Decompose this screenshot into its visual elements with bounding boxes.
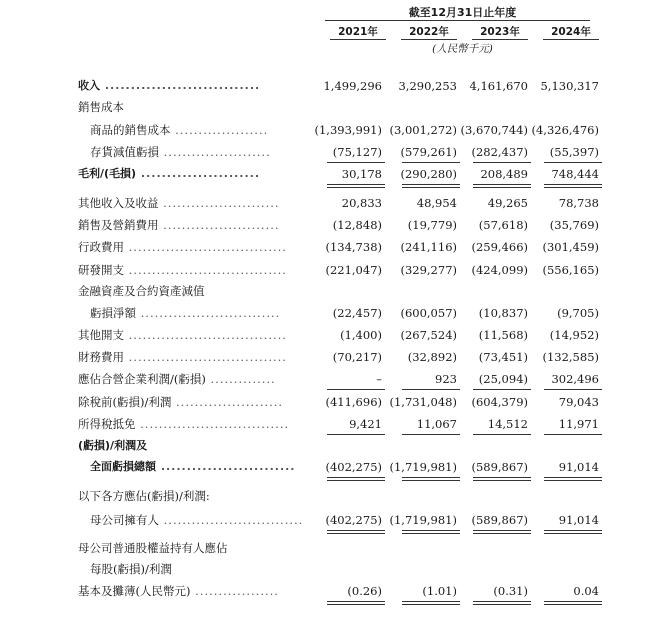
row-label: 商品的銷售成本 — [90, 123, 171, 137]
total-double-rule — [327, 184, 385, 188]
cell-value: (57,618) — [478, 218, 528, 232]
subtotal-rule — [544, 389, 602, 390]
row-label: 每股(虧損)/利潤 — [90, 562, 172, 576]
cell-value: (402,275) — [325, 460, 382, 474]
cell-value: (4,326,476) — [531, 123, 599, 137]
row-label: 所得稅抵免 — [78, 417, 136, 431]
cell-value: 79,043 — [558, 395, 599, 409]
row-attributable-heading — [0, 487, 660, 505]
cell-value: (1.01) — [422, 584, 457, 598]
row-loss-before-tax: 除稅前(虧損)/利潤 ....................... (411,696) (1,731,048) (604,379) 79,043 — [78, 395, 599, 409]
cell-value: 5,130,317 — [540, 79, 599, 93]
subtotal-rule — [327, 162, 385, 163]
cell-value: 11,971 — [558, 417, 599, 431]
year-underline — [330, 39, 386, 40]
cell-value: 3,290,253 — [398, 79, 457, 93]
row-other-income: 其他收入及收益 ......................... 20,833 48,954 49,265 78,738 — [78, 196, 599, 210]
row-label: 行政費用 — [78, 240, 124, 254]
row-basic-diluted: 基本及攤薄(人民幣元) .................. (0.26) (1.01) (0.31) 0.04 — [78, 584, 599, 598]
row-label: 基本及攤薄(人民幣元) — [78, 584, 191, 598]
row-impairment-heading — [0, 282, 660, 300]
cell-value: (70,217) — [332, 350, 382, 364]
row-label: 母公司擁有人 — [90, 513, 159, 527]
row-label: 應佔合營企業利潤/(虧損) — [78, 372, 206, 386]
cell-value: 91,014 — [558, 460, 599, 474]
row-label: (虧損)/利潤及 — [78, 439, 148, 452]
subtotal-rule — [402, 162, 460, 163]
cell-value: (301,459) — [542, 240, 599, 254]
cell-value: 302,496 — [551, 372, 599, 386]
cell-value: 20,833 — [341, 196, 382, 210]
row-label: 銷售成本 — [78, 100, 124, 114]
row-impairment-net: 虧損淨額 .............................. (22,457) (600,057) (10,837) (9,705) — [90, 306, 599, 320]
cell-value: (10,837) — [478, 306, 528, 320]
subtotal-rule — [327, 389, 385, 390]
row-label: 以下各方應佔(虧損)/利潤: — [78, 489, 210, 503]
cell-value: (3,001,272) — [389, 123, 457, 137]
subtotal-rule — [544, 162, 602, 163]
year-header-2024: 2024年 — [551, 26, 591, 38]
row-other-expenses: 其他開支 .................................. (1,400) (267,524) (11,568) (14,952) — [78, 328, 599, 342]
total-double-rule — [327, 530, 385, 534]
total-double-rule — [544, 184, 602, 188]
cell-value: 748,444 — [551, 167, 599, 181]
cell-value: (75,127) — [332, 145, 382, 159]
header-period: 截至12月31日止年度 — [408, 6, 517, 19]
year-underline — [401, 39, 457, 40]
cell-value: (267,524) — [400, 328, 457, 342]
cell-value: (241,116) — [400, 240, 457, 254]
subtotal-rule — [402, 389, 460, 390]
total-double-rule — [402, 530, 460, 534]
row-label: 銷售及營銷費用 — [78, 218, 159, 232]
cell-value: (1,719,981) — [389, 460, 457, 474]
row-label: 收入 — [78, 79, 100, 92]
cell-value: 208,489 — [480, 167, 528, 181]
cell-value: – — [376, 372, 382, 386]
year-underline — [543, 39, 599, 40]
cell-value: 4,161,670 — [469, 79, 528, 93]
row-inventory-impairment: 存貨減值虧損 ....................... (75,127) (579,261) (282,437) (55,397) — [90, 145, 599, 159]
row-label: 除稅前(虧損)/利潤 — [78, 395, 172, 409]
total-double-rule — [327, 477, 385, 481]
row-label: 其他收入及收益 — [78, 196, 159, 210]
header-rule — [325, 20, 590, 21]
total-double-rule — [473, 184, 531, 188]
cell-value: (600,057) — [400, 306, 457, 320]
total-double-rule — [544, 477, 602, 481]
cell-value: 11,067 — [416, 417, 457, 431]
row-label: 其他開支 — [78, 328, 124, 342]
total-double-rule — [473, 601, 531, 605]
row-owners-of-parent: 母公司擁有人 .............................. (402,275) (1,719,981) (589,867) 91,014 — [90, 513, 599, 527]
cell-value: (1,719,981) — [389, 513, 457, 527]
row-jv-share: 應佔合營企業利潤/(虧損) .............. – 923 (25,094) 302,496 — [78, 372, 599, 386]
cell-value: (259,466) — [471, 240, 528, 254]
row-label: 存貨減值虧損 — [90, 145, 159, 159]
cell-value: (282,437) — [471, 145, 528, 159]
cell-value: (25,094) — [478, 372, 528, 386]
cell-value: (12,848) — [332, 218, 382, 232]
cell-value: (589,867) — [471, 460, 528, 474]
row-selling-expenses: 銷售及營銷費用 ......................... (12,848) (19,779) (57,618) (35,769) — [78, 218, 599, 232]
subtotal-rule — [544, 434, 602, 435]
total-double-rule — [473, 477, 531, 481]
cell-value: (1,731,048) — [389, 395, 457, 409]
cell-value: (134,738) — [325, 240, 382, 254]
cell-value: (55,397) — [549, 145, 599, 159]
cell-value: 923 — [435, 372, 457, 386]
cell-value: (1,400) — [340, 328, 382, 342]
cell-value: 9,421 — [349, 417, 382, 431]
total-double-rule — [544, 601, 602, 605]
cell-value: (132,585) — [542, 350, 599, 364]
cell-value: (221,047) — [325, 263, 382, 277]
row-label: 母公司普通股權益持有人應佔 — [78, 541, 228, 555]
cell-value: (424,099) — [471, 263, 528, 277]
cell-value: (411,696) — [325, 395, 382, 409]
total-double-rule — [473, 530, 531, 534]
row-total-comprehensive-loss: 全面虧損總額 .......................... (402,275) (1,719,981) (589,867) 91,014 — [90, 460, 599, 474]
row-cost-of-sales-heading — [0, 98, 660, 116]
row-eps-heading — [0, 539, 660, 557]
unit-note: (人民幣千元) — [432, 43, 493, 55]
cell-value: (11,568) — [478, 328, 528, 342]
row-admin-expenses: 行政費用 .................................. (134,738) (241,116) (259,466) (301,459) — [78, 240, 599, 254]
row-loss-heading — [0, 437, 660, 455]
row-cost-of-goods: 商品的銷售成本 .................... (1,393,991) (3,001,272) (3,670,744) (4,326,476) — [90, 123, 599, 137]
cell-value: (32,892) — [407, 350, 457, 364]
cell-value: 91,014 — [558, 513, 599, 527]
subtotal-rule — [402, 434, 460, 435]
cell-value: (35,769) — [549, 218, 599, 232]
row-eps-subheading — [0, 560, 660, 578]
row-label: 金融資產及合約資產減值 — [78, 284, 205, 298]
cell-value: (14,952) — [549, 328, 599, 342]
year-underline — [472, 39, 528, 40]
row-income-tax-credit: 所得稅抵免 ................................ 9,421 11,067 14,512 11,971 — [78, 417, 599, 431]
row-finance-costs: 財務費用 .................................. (70,217) (32,892) (73,451) (132,585) — [78, 350, 599, 364]
year-header-2021: 2021年 — [338, 26, 378, 38]
cell-value: (3,670,744) — [460, 123, 528, 137]
cell-value: 48,954 — [416, 196, 457, 210]
total-double-rule — [402, 477, 460, 481]
year-header-2023: 2023年 — [480, 26, 520, 38]
total-double-rule — [402, 601, 460, 605]
cell-value: 78,738 — [558, 196, 599, 210]
cell-value: 14,512 — [487, 417, 528, 431]
cell-value: (0.31) — [493, 584, 528, 598]
row-revenue: 收入 .............................. 1,499,296 3,290,253 4,161,670 5,130,317 — [78, 79, 599, 93]
row-label: 財務費用 — [78, 350, 124, 364]
row-label: 研發開支 — [78, 263, 124, 277]
row-gross-profit: 毛利/(毛損) ....................... 30,178 (290,280) 208,489 748,444 — [78, 167, 599, 181]
cell-value: (579,261) — [400, 145, 457, 159]
cell-value: (73,451) — [478, 350, 528, 364]
cell-value: 30,178 — [341, 167, 382, 181]
row-label: 虧損淨額 — [90, 306, 136, 320]
cell-value: (604,379) — [471, 395, 528, 409]
total-double-rule — [327, 601, 385, 605]
total-double-rule — [544, 530, 602, 534]
cell-value: (290,280) — [400, 167, 457, 181]
total-double-rule — [402, 184, 460, 188]
subtotal-rule — [473, 434, 531, 435]
cell-value: (329,277) — [400, 263, 457, 277]
cell-value: (19,779) — [407, 218, 457, 232]
year-header-2022: 2022年 — [409, 26, 449, 38]
subtotal-rule — [473, 162, 531, 163]
row-rnd-expenses: 研發開支 .................................. (221,047) (329,277) (424,099) (556,165) — [78, 263, 599, 277]
cell-value: 1,499,296 — [323, 79, 382, 93]
row-label: 毛利/(毛損) — [78, 167, 137, 180]
cell-value: (1,393,991) — [314, 123, 382, 137]
cell-value: (402,275) — [325, 513, 382, 527]
cell-value: (9,705) — [557, 306, 599, 320]
cell-value: (0.26) — [347, 584, 382, 598]
cell-value: 49,265 — [487, 196, 528, 210]
cell-value: (589,867) — [471, 513, 528, 527]
cell-value: (556,165) — [542, 263, 599, 277]
cell-value: (22,457) — [332, 306, 382, 320]
row-label: 全面虧損總額 — [90, 460, 156, 473]
subtotal-rule — [473, 389, 531, 390]
cell-value: 0.04 — [573, 584, 599, 598]
subtotal-rule — [327, 434, 385, 435]
